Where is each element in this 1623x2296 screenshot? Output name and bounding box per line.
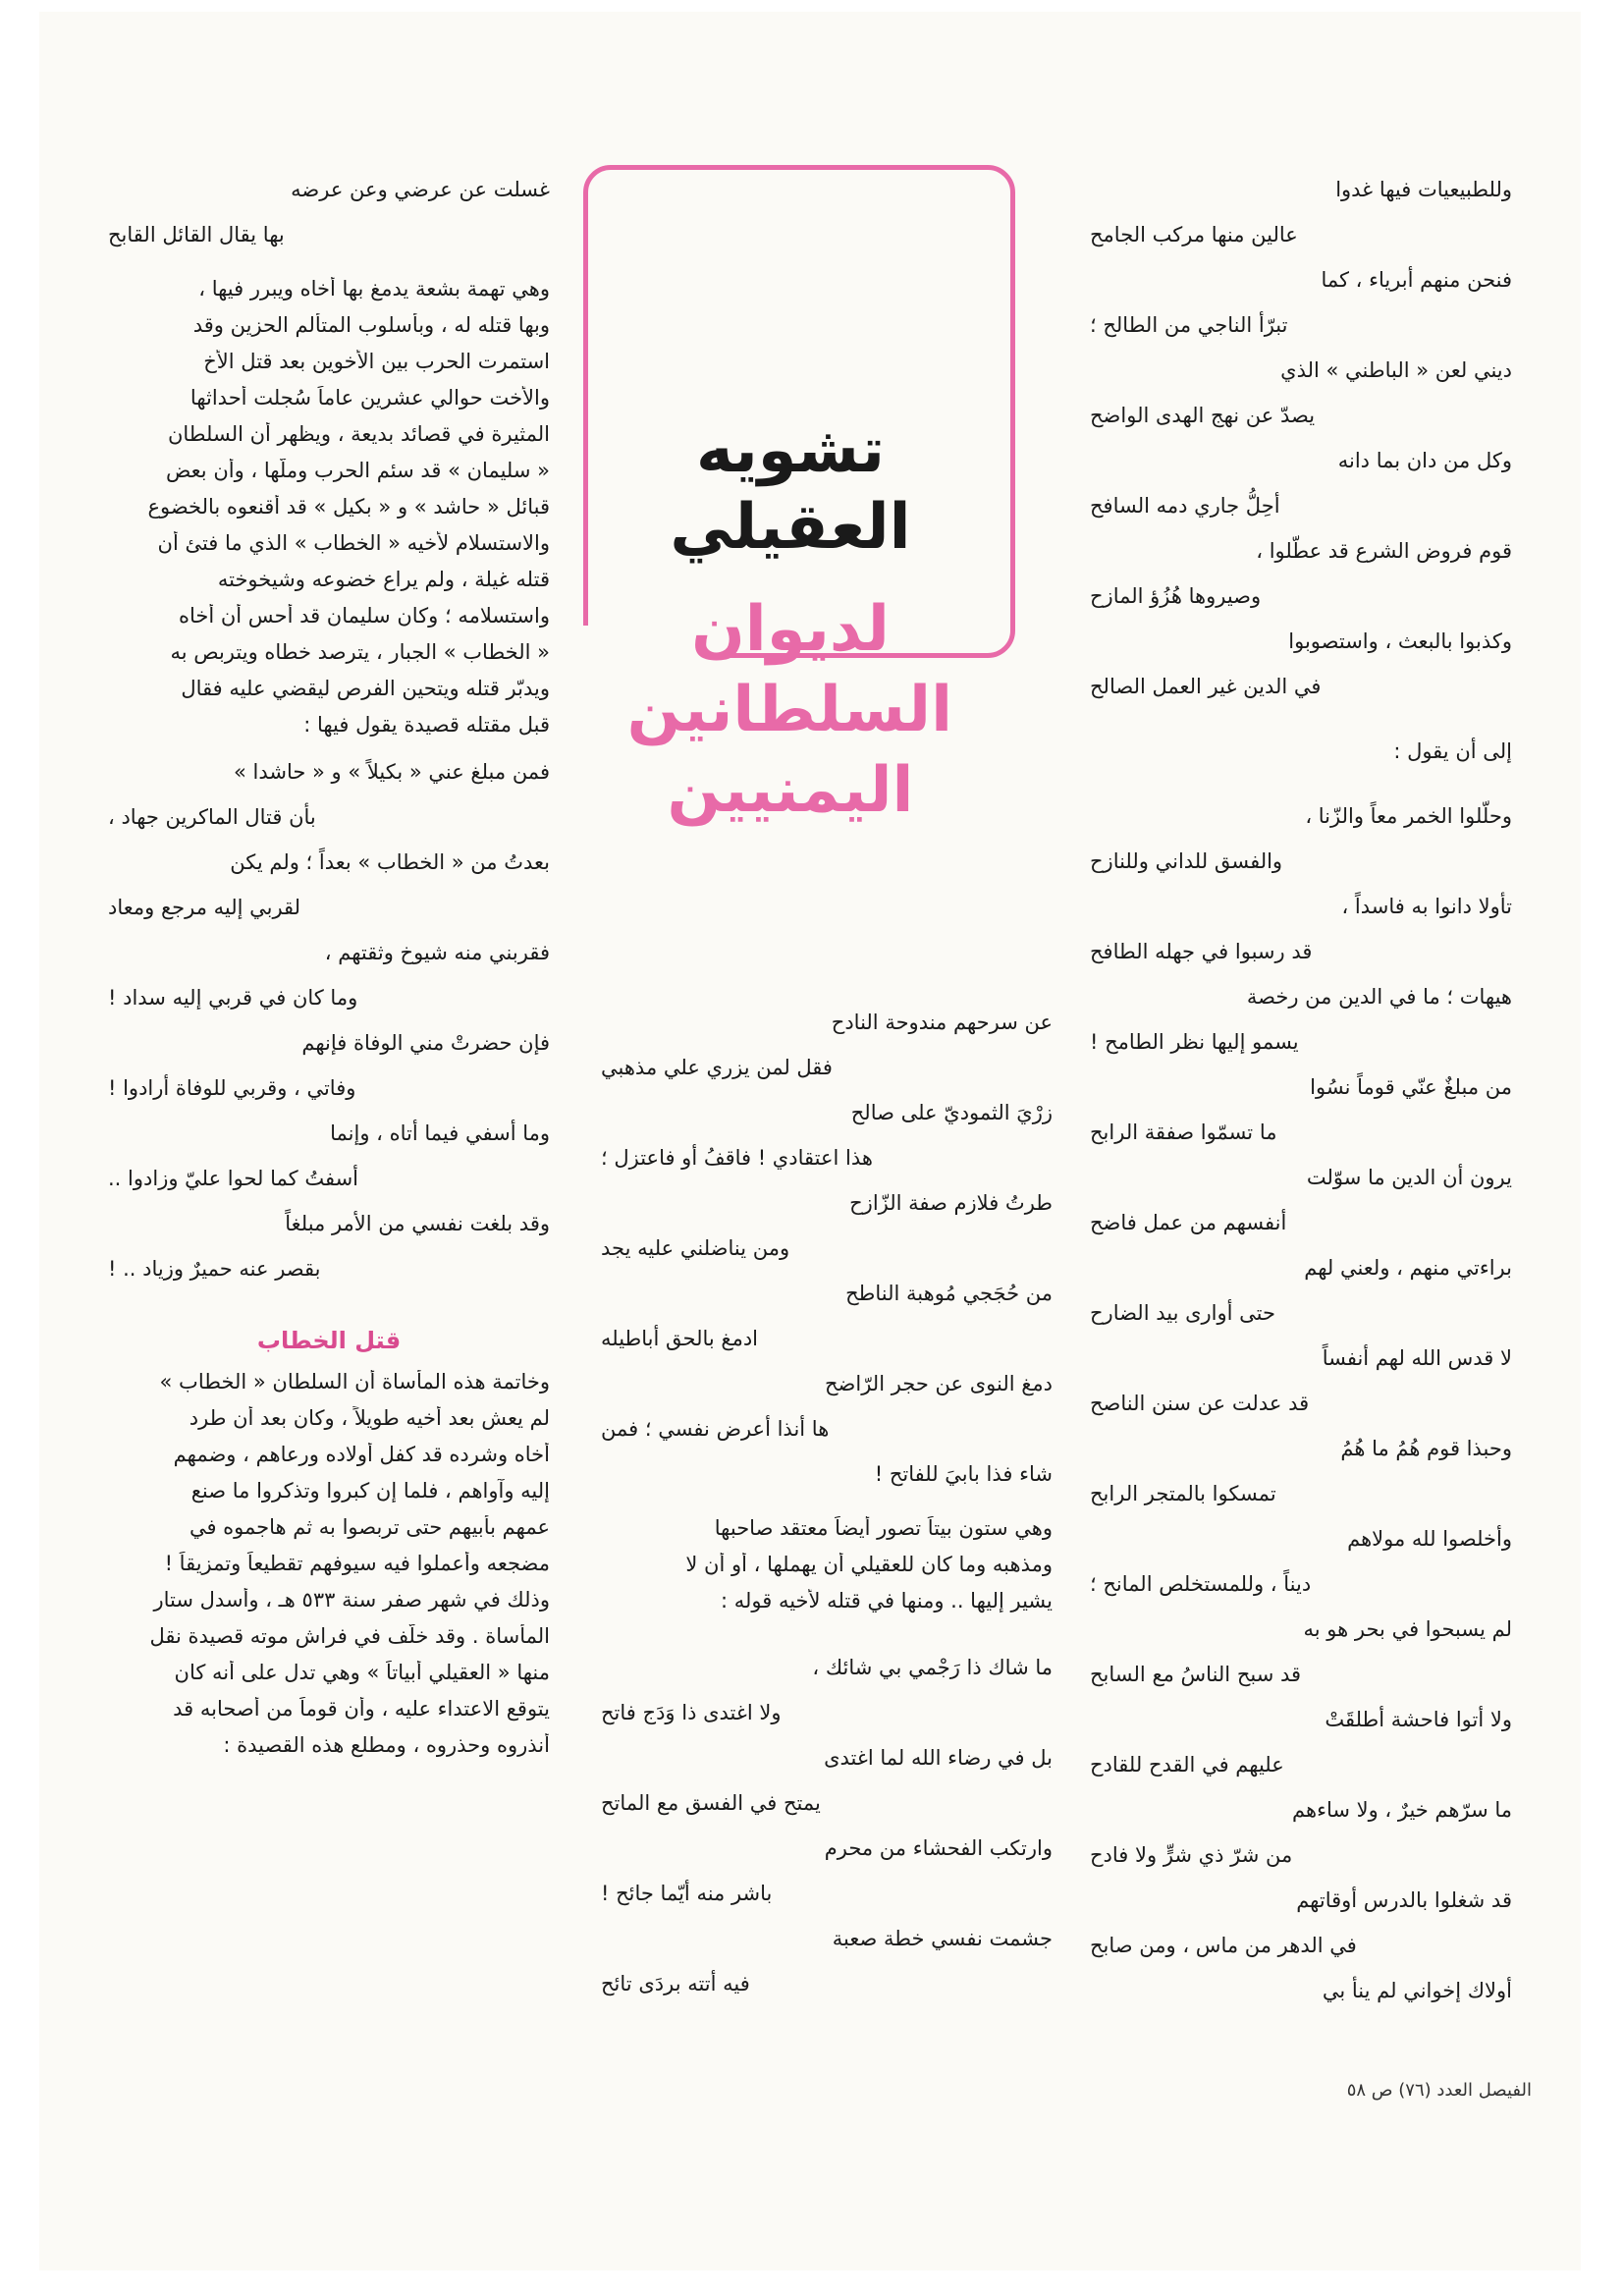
- prose-line: « الخطاب » الجبار ، يترصد خطاه ويتربص به: [170, 640, 550, 664]
- prose-line: المثيرة في قصائد بديعة ، ويظهر أن السلطان: [167, 422, 550, 446]
- article-title: [628, 412, 952, 566]
- verse-first-hemistich: وما أسفي فيما أتاه ، وإنما: [330, 1121, 550, 1145]
- verse-second-hemistich: يصدّ عن نهج الهدى الواضح: [1090, 404, 1316, 427]
- verse-second-hemistich: لقربي إليه مرجع ومعاد: [108, 896, 301, 919]
- verse-second-hemistich: ها أنذا أعرض نفسي ؛ فمن: [601, 1417, 830, 1441]
- title-frame: [583, 165, 1015, 658]
- title-line-1: تشويه: [695, 414, 886, 487]
- verse-first-hemistich: ما شاك ذا رَجْمي بي شائك ،: [812, 1656, 1053, 1679]
- prose-line: قبل مقتله قصيدة يقول فيها :: [303, 713, 550, 737]
- verse-first-hemistich: وكل من دان بما دانه: [1337, 449, 1512, 472]
- article-subtitle: [628, 589, 952, 831]
- verse-first-hemistich: بعدتُ من « الخطاب » بعداً ؛ ولم يكن: [230, 850, 550, 874]
- page-footer: الفيصل العدد (٧٦) ص ٥٨: [1346, 2080, 1532, 2101]
- prose-line: « سليمان » قد سئم الحرب وملّها ، وأن بعض: [165, 459, 550, 482]
- prose-line: يشير إليها .. ومنها في قتله لأخيه قوله :: [720, 1589, 1053, 1613]
- verse-first-hemistich: أولاك إخواني لم ينأ بي: [1322, 1979, 1512, 2002]
- verse-first-hemistich: عن سرحهم مندوحة النادح: [831, 1011, 1053, 1034]
- verse-first-hemistich: ما سرّهم خيرٌ ، ولا ساءهم: [1292, 1798, 1512, 1822]
- verse-first-hemistich: جشمت نفسي خطة صعبة: [832, 1927, 1053, 1950]
- verse-second-hemistich: تمسكوا بالمتجر الرابح: [1090, 1482, 1276, 1505]
- verse-second-hemistich: أسفتُ كما لحوا عليّ وزادوا ..: [108, 1167, 359, 1190]
- verses-block-a: [601, 1000, 1053, 1497]
- prose-line: يتوقع الاعتداء عليه ، وأن قوماً من أصحابه قد: [173, 1697, 550, 1721]
- verse-first-hemistich: لم يسبحوا في بحر هو به: [1303, 1617, 1512, 1641]
- verses-block-b: [601, 1645, 1053, 2006]
- verse-second-hemistich: قد سبح الناسُ مع السابح: [1090, 1663, 1302, 1686]
- verse-first-hemistich: من حُجَجي مُوهبة الناطح: [845, 1282, 1053, 1305]
- prose-line: لم يعش بعد أخيه طويلاً ، وكان بعد أن طرد: [189, 1406, 550, 1430]
- verse-first-hemistich: وحبذا قوم هُمُ ما هُمُ: [1340, 1437, 1512, 1460]
- prose-line: وخاتمة هذه المأساة أن السلطان « الخطاب »: [159, 1370, 550, 1394]
- verse-first-hemistich: وقد بلغت نفسي من الأمر مبلغاً: [285, 1212, 550, 1235]
- verse-second-hemistich: أحِلُّ جاري دمه السافح: [1090, 494, 1280, 518]
- prose-line: إليه وآواهم ، فلما إن كبروا وتذكروا ما صنع: [190, 1479, 550, 1503]
- prose-line: المأساة . وقد خلّف في فراش موته قصيدة نقل: [149, 1624, 550, 1648]
- verse-second-hemistich: عليهم في القدح للقادح: [1090, 1753, 1284, 1777]
- verse-second-hemistich: باشر منه أيّما جائح !: [601, 1882, 773, 1905]
- prose-line: أخاه وشرده قد كفل أولاده ورعاهم ، وضمهم: [173, 1443, 550, 1466]
- verse-second-hemistich: هذا اعتقادي ! فاقفُ أو فاعتزل ؛: [601, 1146, 873, 1170]
- verse-first-hemistich: قوم فروض الشرع قد عطّلوا ،: [1256, 539, 1512, 563]
- prose-line: وهي ستون بيتاً تصور أيضاً معتقد صاحبها: [714, 1516, 1053, 1540]
- middle-column: [601, 1000, 1053, 2006]
- verse-first-hemistich: غسلت عن عرضي وعن عرضه: [291, 178, 550, 201]
- verse-first-hemistich: وأخلصوا لله مولاهم: [1347, 1527, 1512, 1551]
- verse-second-hemistich: عالين منها مركب الجامح: [1090, 223, 1298, 246]
- verse-second-hemistich: فقل لمن يزري علي مذهبي: [601, 1056, 833, 1079]
- verse-first-hemistich: وللطبيعيات فيها غدوا: [1335, 178, 1512, 201]
- verse-first-hemistich: وكذبوا بالبعث ، واستصوبوا: [1288, 629, 1512, 653]
- verse-first-hemistich: وارتكب الفحشاء من محرم: [824, 1836, 1053, 1860]
- subtitle-line-2: السلطانين: [626, 674, 952, 746]
- prose-line: والأخت حوالي عشرين عاماً سُجلت أحداثها: [189, 386, 550, 410]
- prose-line: والاستسلام لأخيه « الخطاب » الذي ما فتئ أن: [157, 531, 550, 555]
- subtitle-line-3: اليمنيين: [667, 754, 914, 827]
- verse-first-hemistich: فمن مبلغ عني « بكيلاً » و « حاشدا »: [233, 760, 550, 784]
- verse-second-hemistich: ولا اغتدى ذا وَدَج فاتح: [601, 1701, 782, 1724]
- prose-line: وذلك في شهر صفر سنة ٥٣٣ هـ ، وأسدل ستار: [153, 1588, 550, 1612]
- verse-first-hemistich: بل في رضاء الله لما اغتدى: [824, 1746, 1053, 1770]
- verse-first-hemistich: تأولا دانوا به فاسداً ،: [1341, 895, 1512, 918]
- prose-line: مضجعه وأعملوا فيه سيوفهم تقطيعاً وتمزيقاً !: [164, 1552, 550, 1575]
- verse-first-hemistich: براءتي منهم ، ولعني لهم: [1304, 1256, 1512, 1280]
- verse-first-hemistich: من مبلغٌ عنّي قوماً نسُوا: [1310, 1075, 1512, 1099]
- verse-first-hemistich: لا قدس الله لهم أنفساً: [1322, 1346, 1512, 1370]
- verse-second-hemistich: وما كان في قربي إليه سداد !: [108, 986, 358, 1010]
- verse-first-hemistich: يرون أن الدين ما سوّلت: [1306, 1166, 1512, 1189]
- verses-block-a: [1080, 167, 1532, 709]
- verse-second-hemistich: تبرّأ الناجي من الطالح ؛: [1090, 313, 1288, 337]
- verse-second-hemistich: من شرّ ذي شرٍّ ولا فادح: [1090, 1843, 1293, 1867]
- prose-block-b: [108, 1370, 550, 1770]
- verse-first-hemistich: ديني لعن « الباطني » الذي: [1280, 358, 1512, 382]
- prose-line: واستسلامه ؛ وكان سليمان قد أحس أن أخاه: [178, 604, 550, 628]
- intro-line: إلى أن يقول :: [1393, 739, 1512, 763]
- verse-second-hemistich: بأن قتال الماكرين جهاد ،: [108, 805, 316, 829]
- verse-second-hemistich: يمتح في الفسق مع الماتح: [601, 1791, 821, 1815]
- verse-first-hemistich: وحلّلوا الخمر معاً والزّنا ،: [1305, 804, 1512, 828]
- verse-first-hemistich: فنحن منهم أبرياء ، كما: [1321, 268, 1512, 292]
- prose-line: قتله غيلة ، ولم يراع خضوعه وشيخوخته: [217, 568, 550, 591]
- prose-line: وبها قتله له ، وبأسلوب المتألم الحزين وقد: [192, 313, 550, 337]
- verse-first-hemistich: شاء فذا بابيَ للفاتح !: [874, 1462, 1053, 1486]
- prose-line: منها « العقيلي أبياتاً » وهي تدل على أنه كان: [174, 1661, 550, 1684]
- subtitle-line-1: لديوان: [691, 593, 890, 666]
- verse-second-hemistich: وصيروها هُزُؤ المازح: [1090, 584, 1262, 608]
- verse-first-hemistich: فإن حضرتْ مني الوفاة فإنهم: [301, 1031, 550, 1055]
- verse-second-hemistich: فيه أتته بردَى تائح: [601, 1972, 750, 1995]
- verse-first-hemistich: قد شغلوا بالدرس أوقاتهم: [1296, 1888, 1512, 1912]
- verse-second-hemistich: أنفسهم من عمل فاضح: [1090, 1211, 1287, 1234]
- verse-second-hemistich: ما تسمّوا صفقة الرابح: [1090, 1121, 1277, 1144]
- right-column: [1080, 167, 1532, 2013]
- prose-line: استمرت الحرب بين الأخوين بعد قتل الأخ: [203, 350, 550, 373]
- verses-block-a: [108, 167, 550, 257]
- verse-second-hemistich: ادمغ بالحق أباطيله: [601, 1327, 759, 1350]
- verse-first-hemistich: فقربني منه شيوخ وثقتهم ،: [324, 941, 550, 964]
- verse-second-hemistich: قد رسبوا في جهله الطافح: [1090, 940, 1313, 963]
- verse-first-hemistich: طرتُ فلازم صفة الزّازح: [849, 1191, 1053, 1215]
- verses-block-b: [1080, 793, 1532, 2013]
- verse-second-hemistich: بها يقال القائل القابح: [108, 223, 285, 246]
- verse-second-hemistich: حتى أوارى بيد الضارح: [1090, 1301, 1275, 1325]
- verse-second-hemistich: في الدين غير العمل الصالح: [1090, 675, 1322, 698]
- verse-second-hemistich: في الدهر من ماس ، ومن صابح: [1090, 1934, 1357, 1957]
- verses-block-b: [108, 749, 550, 1291]
- prose-line: عمهم بأبيهم حتى تربصوا به ثم هاجموه في: [189, 1515, 550, 1539]
- prose-line: ومذهبه وما كان للعقيلي أن يهملها ، أو أن لا: [685, 1553, 1053, 1576]
- verse-second-hemistich: والفسق للداني وللنازح: [1090, 849, 1283, 873]
- verse-first-hemistich: هيهات ؛ ما في الدين من رخصة: [1246, 985, 1512, 1009]
- prose-block-a: [108, 277, 550, 749]
- prose-line: وهي تهمة بشعة يدمغ بها أخاه ويبرر فيها ،: [198, 277, 550, 301]
- prose-line: أنذروه وحذروه ، ومطلع هذه القصيدة :: [223, 1733, 550, 1757]
- verse-first-hemistich: ولا أتوا فاحشة أطلقَتْ: [1325, 1708, 1512, 1731]
- verse-first-hemistich: زرْيَ الثموديّ على صالح: [850, 1101, 1053, 1124]
- verse-second-hemistich: يسمو إليها نظر الطامح !: [1090, 1030, 1299, 1054]
- verse-second-hemistich: بقصر عنه حميرٌ وزياد .. !: [108, 1257, 321, 1281]
- prose-line: ويدبّر قتله ويتحين الفرص ليقضي عليه فقال: [181, 677, 550, 700]
- verse-second-hemistich: قد عدلت عن سنن الناصح: [1090, 1392, 1310, 1415]
- prose-line: قبائل « حاشد » و « بكيل » قد أقنعوه بالخضوع: [147, 495, 550, 519]
- verse-second-hemistich: ديناً ، وللمستخلص المانح ؛: [1090, 1572, 1312, 1596]
- verse-second-hemistich: ومن يناضلني عليه يجد: [601, 1236, 790, 1260]
- section-heading: قتل الخطاب: [256, 1327, 402, 1354]
- verse-second-hemistich: وفاتي ، وقربي للوفاة أرادوا !: [108, 1076, 356, 1100]
- verse-first-hemistich: دمغ النوى عن حجر الرّاضح: [824, 1372, 1053, 1395]
- title-line-2: العقيلي: [670, 491, 911, 564]
- prose-block: [601, 1516, 1053, 1625]
- left-column: [108, 167, 550, 1770]
